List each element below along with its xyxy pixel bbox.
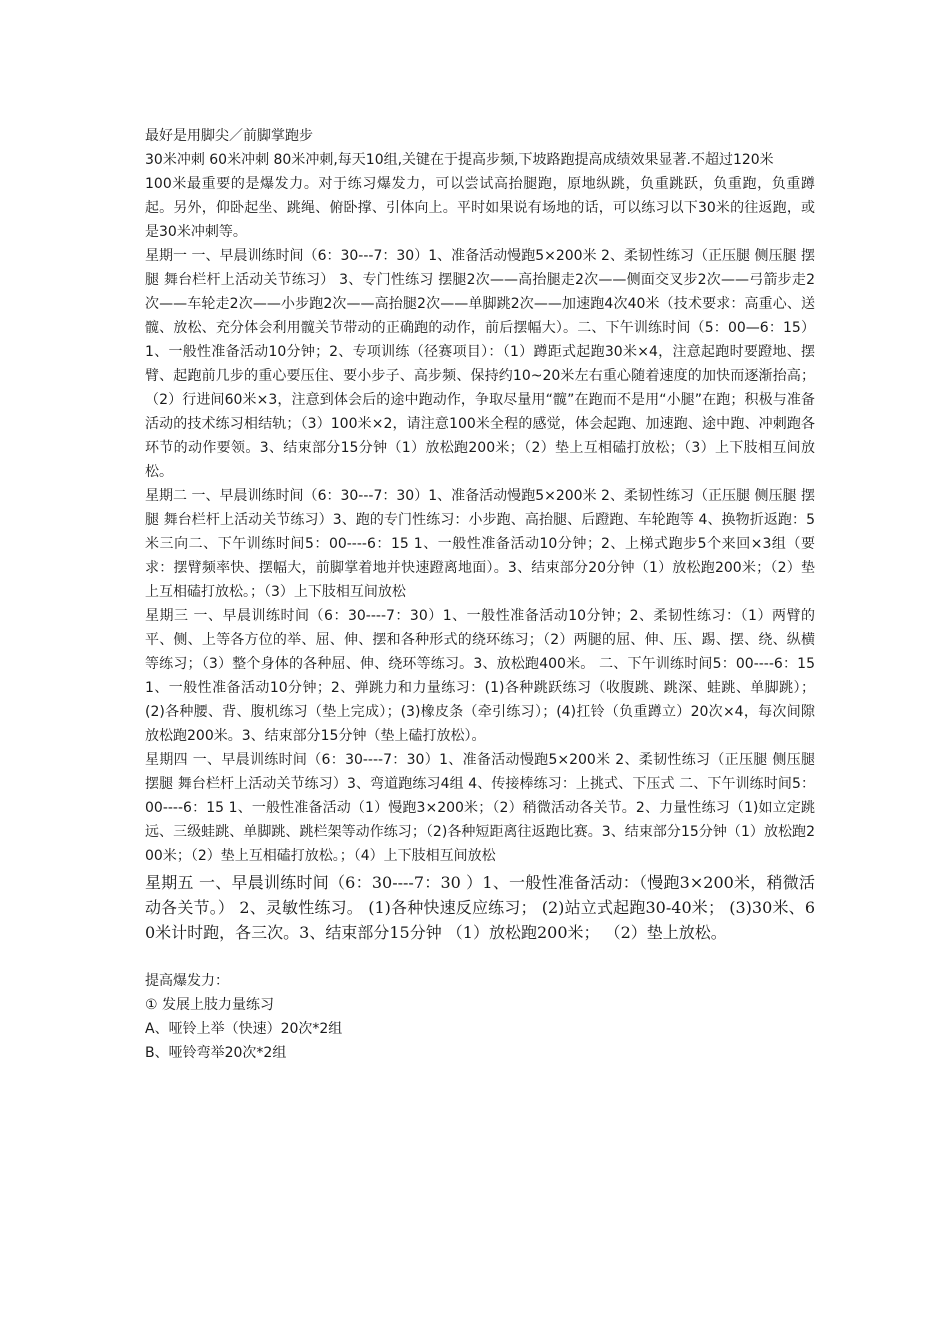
intro-line: 最好是用脚尖／前脚掌跑步 [145, 128, 313, 144]
section-heading: 提高爆发力： [145, 973, 229, 989]
document-page [145, 124, 815, 1065]
thursday-plan: 星期四 一、早晨训练时间（6：30----7：30）1、准备活动慢跑5×200米 2、柔韧性练习（正压腿 侧压腿 摆腿 舞台栏杆上活动关节练习）3、弯道跑练习4组 4、传接棒练习：上挑式、下压式 二、下午训练时间5：00----6：15 1、一般性准备活动（1）慢跑3×200米；（2）稍微活动各关节。2、力量性练习（1)如立定跳远、三级蛙跳、单脚跳、跳栏架等动作练习；（2)各种短距离往返跑比赛。3、结束部分15分钟（1）放松跑200米；（2）垫上互相磕打放松。；（4）上下肢相互间放松 [145, 752, 815, 864]
subsection-heading: ① 发展上肢力量练习 [145, 997, 275, 1013]
tuesday-plan: 星期二 一、早晨训练时间（6：30---7：30）1、准备活动慢跑5×200米 2、柔韧性练习（正压腿 侧压腿 摆腿 舞台栏杆上活动关节练习）3、跑的专门性练习：小步跑、高抬腿、后蹬跑、车轮跑等 4、换物折返跑：5米三向二、下午训练时间5：00----6：15 1、一般性准备活动10分钟；2、上梯式跑步5个来回×3组（要求：摆臂频率快、摆幅大，前脚掌着地并快速蹬离地面）。3、结束部分20分钟（1）放松跑200米；（2）垫上互相磕打放松。；（3）上下肢相互间放松 [145, 488, 815, 600]
wednesday-plan: 星期三 一、早晨训练时间（6：30----7：30）1、一般性准备活动10分钟；2、柔韧性练习：（1）两臂的平、侧、上等各方位的举、屈、伸、摆和各种形式的绕环练习；（2）两腿的屈、伸、压、踢、摆、绕、纵横等练习；（3）整个身体的各种屈、伸、绕环等练习。3、放松跑400米。 二、下午训练时间5：00----6：15 1、一般性准备活动10分钟；2、弹跳力和力量练习：(1)各种跳跃练习（收腹跳、跳深、蛙跳、单脚跳）；(2)各种腰、背、腹机练习（垫上完成）；(3)橡皮条（牵引练习）；(4)扛铃（负重蹲立）20次×4，每次间隙放松跑200米。3、结束部分15分钟（垫上磕打放松）。 [145, 608, 815, 744]
exercise-b: B、哑铃弯举20次*2组 [145, 1045, 287, 1061]
spacer [145, 945, 815, 969]
sprint-tip: 30米冲刺 60米冲刺 80米冲刺,每天10组,关键在于提高步频,下坡路跑提高成绩效果显著.不超过120米 [145, 152, 774, 168]
friday-plan: 星期五 一、早晨训练时间（6：30----7：30 ）1、一般性准备活动：（慢跑3×200米，稍微活动各关节。） 2、灵敏性练习。 (1)各种快速反应练习； (2)站立式起跑30-40米； (3)30米、60米计时跑，各三次。3、结束部分15分钟 （1）放松跑200米； （2）垫上放松。 [145, 873, 815, 942]
exercise-a: A、哑铃上举（快速）20次*2组 [145, 1021, 343, 1037]
explosive-power-note: 100米最重要的是爆发力。对于练习爆发力，可以尝试高抬腿跑，原地纵跳，负重跳跃，负重跑，负重蹲起。另外，仰卧起坐、跳绳、俯卧撑、引体向上。平时如果说有场地的话，可以练习以下30米的往返跑，或是30米冲刺等。 [145, 176, 815, 240]
monday-plan: 星期一 一、早晨训练时间（6：30---7：30）1、准备活动慢跑5×200米 2、柔韧性练习（正压腿 侧压腿 摆腿 舞台栏杆上活动关节练习） 3、专门性练习 摆腿2次——高抬腿走2次——侧面交叉步2次——弓箭步走2次——车轮走2次——小步跑2次——高抬腿2次——单脚跳2次——加速跑4次40米（技术要求：高重心、送髋、放松、充分体会利用髋关节带动的正确跑的动作，前后摆幅大）。二、下午训练时间（5：00—6：15）1、一般性准备活动10分钟；2、专项训练（径赛项目）：（1）蹲距式起跑30米×4，注意起跑时要蹬地、摆臂、起跑前几步的重心要压住、要小步子、高步频、保持约10~20米左右重心随着速度的加快而逐渐抬高；（2）行进间60米×3，注意到体会后的途中跑动作，争取尽量用“髋”在跑而不是用“小腿”在跑；积极与准备活动的技术练习相结轨；（3）100米×2，请注意100米全程的感觉，体会起跑、加速跑、途中跑、冲刺跑各环节的动作要领。3、结束部分15分钟（1）放松跑200米；（2）垫上互相磕打放松；（3）上下肢相互间放松。 [145, 248, 815, 480]
